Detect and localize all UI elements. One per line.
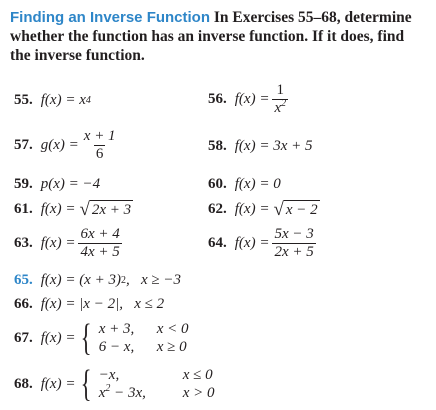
case-row xyxy=(99,384,215,402)
numerator: 1 xyxy=(276,82,285,98)
piecewise-cases xyxy=(99,366,215,402)
exercise-67 xyxy=(14,317,189,359)
case-expression: x + 3, xyxy=(98,321,135,337)
exercise-66 xyxy=(14,296,164,313)
exercise-number: 59. xyxy=(14,176,33,192)
numerator: 6x + 4 xyxy=(80,226,120,242)
function-lhs: f(x) = xyxy=(40,329,76,346)
function-lhs: f(x) = xyxy=(234,201,270,217)
denominator: $x^2$ xyxy=(274,98,287,116)
exercise-56 xyxy=(208,82,291,117)
exercise-63 xyxy=(14,226,125,261)
exercise-68 xyxy=(14,363,215,405)
function-lhs: g(x) = xyxy=(40,137,79,153)
fraction xyxy=(82,128,118,163)
denominator: 2x + 5 xyxy=(274,244,314,260)
left-brace: { xyxy=(81,317,93,359)
case-condition: x > 0 xyxy=(182,385,215,401)
case-row xyxy=(99,320,189,338)
exercise-58 xyxy=(208,138,312,155)
square-root xyxy=(79,200,133,219)
case-row xyxy=(99,338,189,356)
function-lhs: f(x) = xyxy=(40,201,76,217)
case-expression: 6 − x, xyxy=(98,339,135,355)
exercise-number: 67. xyxy=(14,329,33,346)
radicand: x − 2 xyxy=(285,202,318,218)
exercise-64 xyxy=(208,226,319,261)
function-lhs: f(x) = xyxy=(234,235,270,251)
function-lhs: f(x) = xyxy=(40,375,76,392)
fraction xyxy=(78,226,121,261)
case-expression: $x^2 - 3x$, xyxy=(98,383,146,401)
exercise-65: 65. f(x) = (x + 3) 2 , x ≥ −3 xyxy=(14,272,181,288)
denominator: 6 xyxy=(95,146,104,162)
denominator: 4x + 5 xyxy=(80,244,120,260)
exercise-number: 65. xyxy=(14,272,33,288)
radical-sign: √ xyxy=(79,199,90,220)
radicand: 2x + 3 xyxy=(91,202,132,218)
left-brace: { xyxy=(81,363,93,405)
case-condition: x < 0 xyxy=(156,321,189,337)
fraction xyxy=(272,82,288,117)
exercise-61 xyxy=(14,200,133,219)
exercise-number: 68. xyxy=(14,375,33,392)
exercise-number: 60. xyxy=(208,176,227,192)
exercise-number: 55. xyxy=(14,92,33,108)
exercise-57 xyxy=(14,128,121,163)
function-expression: f(x) = (x + 3) xyxy=(40,272,121,288)
function-lhs: f(x) = xyxy=(234,91,270,107)
exercise-number: 62. xyxy=(208,201,227,217)
section-title: Finding an Inverse Function xyxy=(10,9,211,26)
exercise-59 xyxy=(14,176,100,193)
function-lhs: f(x) = xyxy=(40,235,76,251)
square-root xyxy=(273,200,319,219)
exercise-number: 66. xyxy=(14,296,33,312)
case-expression: −x, xyxy=(98,367,120,383)
exercise-number: 64. xyxy=(208,235,227,251)
exercise-number: 57. xyxy=(14,137,33,153)
numerator: x + 1 xyxy=(83,128,116,144)
case-condition: x ≤ 0 xyxy=(182,367,213,383)
function-expression: f(x) = |x − 2|, x ≤ 2 xyxy=(40,296,165,312)
instructions-text: In Exercises 55–68, determine whether the function has an inverse function. If it does, find the inverse function. xyxy=(10,9,412,64)
numerator: 5x − 3 xyxy=(274,226,314,242)
exercise-number: 56. xyxy=(208,91,227,107)
exercise-number: 63. xyxy=(14,235,33,251)
exercise-number: 58. xyxy=(208,138,227,154)
domain-restriction: , x ≥ −3 xyxy=(125,272,181,288)
exercise-60 xyxy=(208,176,281,193)
function-expression: f(x) = 0 xyxy=(234,176,281,192)
exercise-55: 55. f(x) = x 4 xyxy=(14,92,91,108)
fraction xyxy=(272,226,315,261)
function-expression: f(x) = x xyxy=(40,92,86,108)
function-expression: f(x) = 3x + 5 xyxy=(234,138,313,154)
case-row xyxy=(99,366,215,384)
function-expression: p(x) = −4 xyxy=(40,176,101,192)
piecewise-cases xyxy=(99,320,189,356)
case-condition: x ≥ 0 xyxy=(156,339,187,355)
instructions-block xyxy=(10,8,428,65)
exercise-number: 61. xyxy=(14,201,33,217)
radical-sign: √ xyxy=(273,199,284,220)
exercise-62 xyxy=(208,200,320,219)
